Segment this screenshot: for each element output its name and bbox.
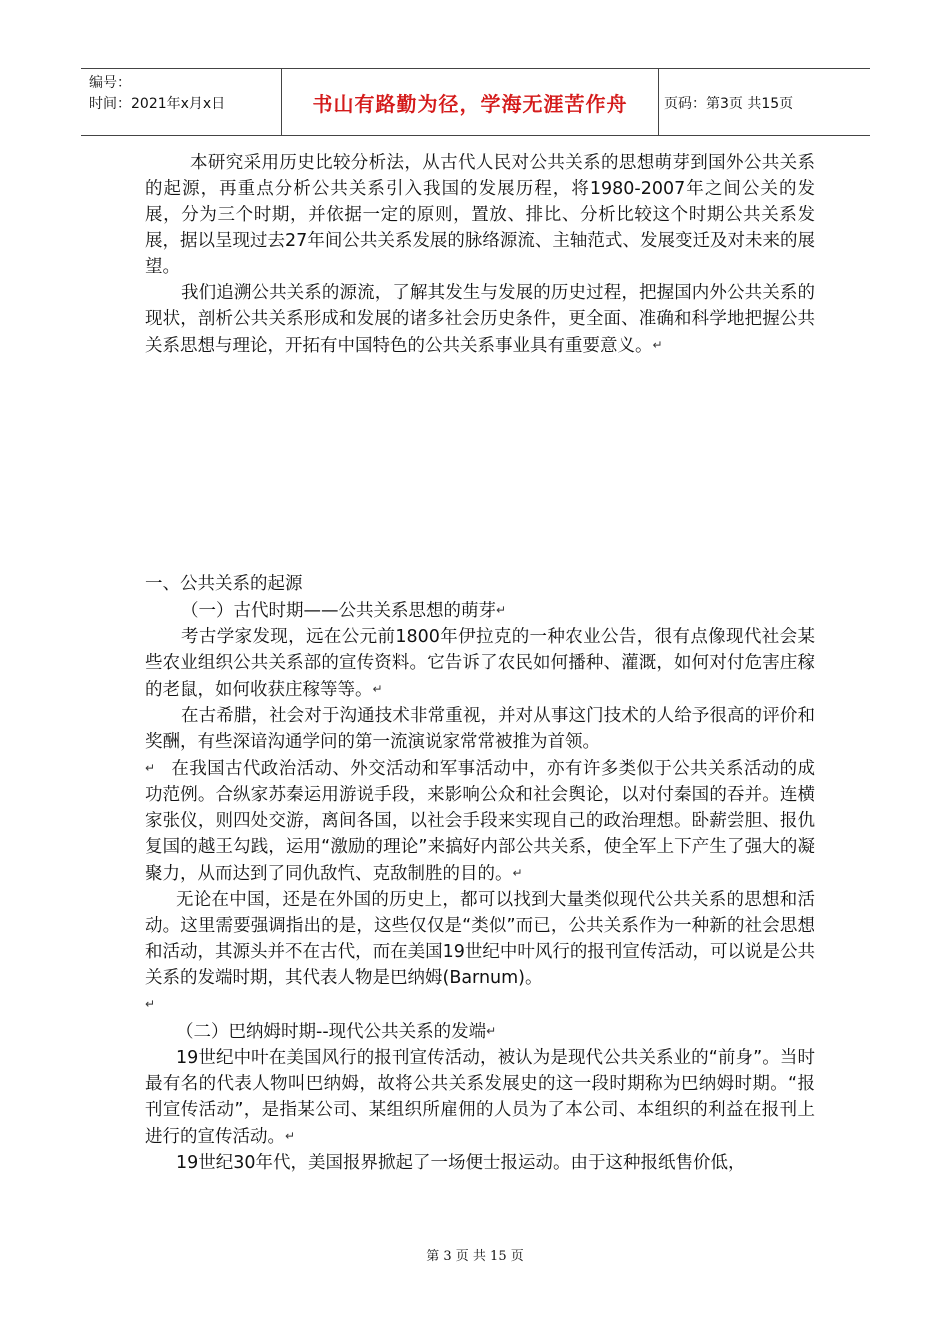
return-mark-icon: ↵ xyxy=(652,338,661,352)
return-mark-icon: ↵ xyxy=(372,682,381,696)
document-body xyxy=(145,150,815,1176)
section-heading: 一、公共关系的起源 xyxy=(145,574,303,594)
paragraph: 19世纪中叶在美国风行的报刊宣传活动，被认为是现代公共关系业的“前身”。当时最有名的代表人物叫巴纳姆，故将公共关系发展史的这一段时期称为巴纳姆时期。“报刊宣传活动”，是指某公司、某组织所雇佣的人员为了本公司、本组织的利益在报刊上进行的宣传活动。↵ xyxy=(145,1048,815,1147)
return-mark-icon: ↵ xyxy=(145,997,154,1011)
return-mark-icon: ↵ xyxy=(496,603,505,617)
page-header xyxy=(81,68,870,136)
paragraph-end xyxy=(145,991,815,1018)
page-footer: 第 3 页 共 15 页 xyxy=(426,1249,524,1264)
return-mark-icon: ↵ xyxy=(285,1129,294,1143)
return-mark-icon: ↵ xyxy=(486,1024,495,1038)
return-mark-icon: ↵ xyxy=(145,761,154,775)
subsection-heading: （一）古代时期——公共关系思想的萌芽↵ xyxy=(181,601,505,621)
paragraph: 19世纪30年代，美国报界掀起了一场便士报运动。由于这种报纸售价低， xyxy=(176,1153,746,1173)
header-meta xyxy=(89,73,289,115)
subsection-heading: （二）巴纳姆时期--现代公共关系的发端↵ xyxy=(176,1022,495,1042)
paragraph: ↵ 在我国古代政治活动、外交活动和军事活动中，亦有许多类似于公共关系活动的成功范例。合纵家苏秦运用游说手段，来影响公众和社会舆论，以对付秦国的吞并。连横家张仪，则四处交游，离间各国，以社会手段来实现自己的政治理想。卧薪尝胆、报仇复国的越王勾践，运用“激励的理论”来搞好内部公共关系，使全军上下产生了强大的凝聚力，从而达到了同仇敌忾、克敌制胜的目的。↵ xyxy=(145,759,815,884)
paragraph: 考古学家发现，远在公元前1800年伊拉克的一种农业公告，很有点像现代社会某些农业组织公共关系部的宣传资料。它告诉了农民如何播种、灌溉，如何对付危害庄稼的老鼠，如何收获庄稼等等。↵ xyxy=(145,627,815,700)
return-mark-icon: ↵ xyxy=(512,866,521,880)
paragraph: 无论在中国，还是在外国的历史上，都可以找到大量类似现代公共关系的思想和活动。这里需要强调指出的是，这些仅仅是“类似”而已，公共关系作为一种新的社会思想和活动，其源头并不在古代，而在美国19世纪中叶风行的报刊宣传活动，可以说是公共关系的发端时期，其代表人物是巴纳姆(Barnum)。 xyxy=(145,890,815,988)
header-page-label: 页码：第3页 共15页 xyxy=(664,96,794,112)
paragraph: 本研究采用历史比较分析法，从古代人民对公共关系的思想萌芽到国外公共关系的起源，再重点分析公共关系引入我国的发展历程，将1980-2007年之间公关的发展，分为三个时期，并依据一定的原则，置放、排比、分析比较这个时期公共关系发展，据以呈现过去27年间公共关系发展的脉络源流、主轴范式、发展变迁及对未来的展望。 xyxy=(145,153,815,277)
paragraph: 我们追溯公共关系的源流，了解其发生与发展的历史过程，把握国内外公共关系的现状，剖析公共关系形成和发展的诸多社会历史条件，更全面、准确和科学地把握公共关系思想与理论，开拓有中国特色的公共关系事业具有重要意义。↵ xyxy=(145,283,815,356)
doc-time-label: 时间：2021年x月x日 xyxy=(89,96,226,112)
blank-space xyxy=(145,359,815,571)
paragraph: 在古希腊，社会对于沟通技术非常重视，并对从事这门技术的人给予很高的评价和奖酬，有些深谙沟通学问的第一流演说家常常被推为首领。 xyxy=(145,706,815,752)
doc-code-label: 编号： xyxy=(89,75,131,91)
header-motto: 书山有路勤为径，学海无涯苦作舟 xyxy=(281,69,659,135)
